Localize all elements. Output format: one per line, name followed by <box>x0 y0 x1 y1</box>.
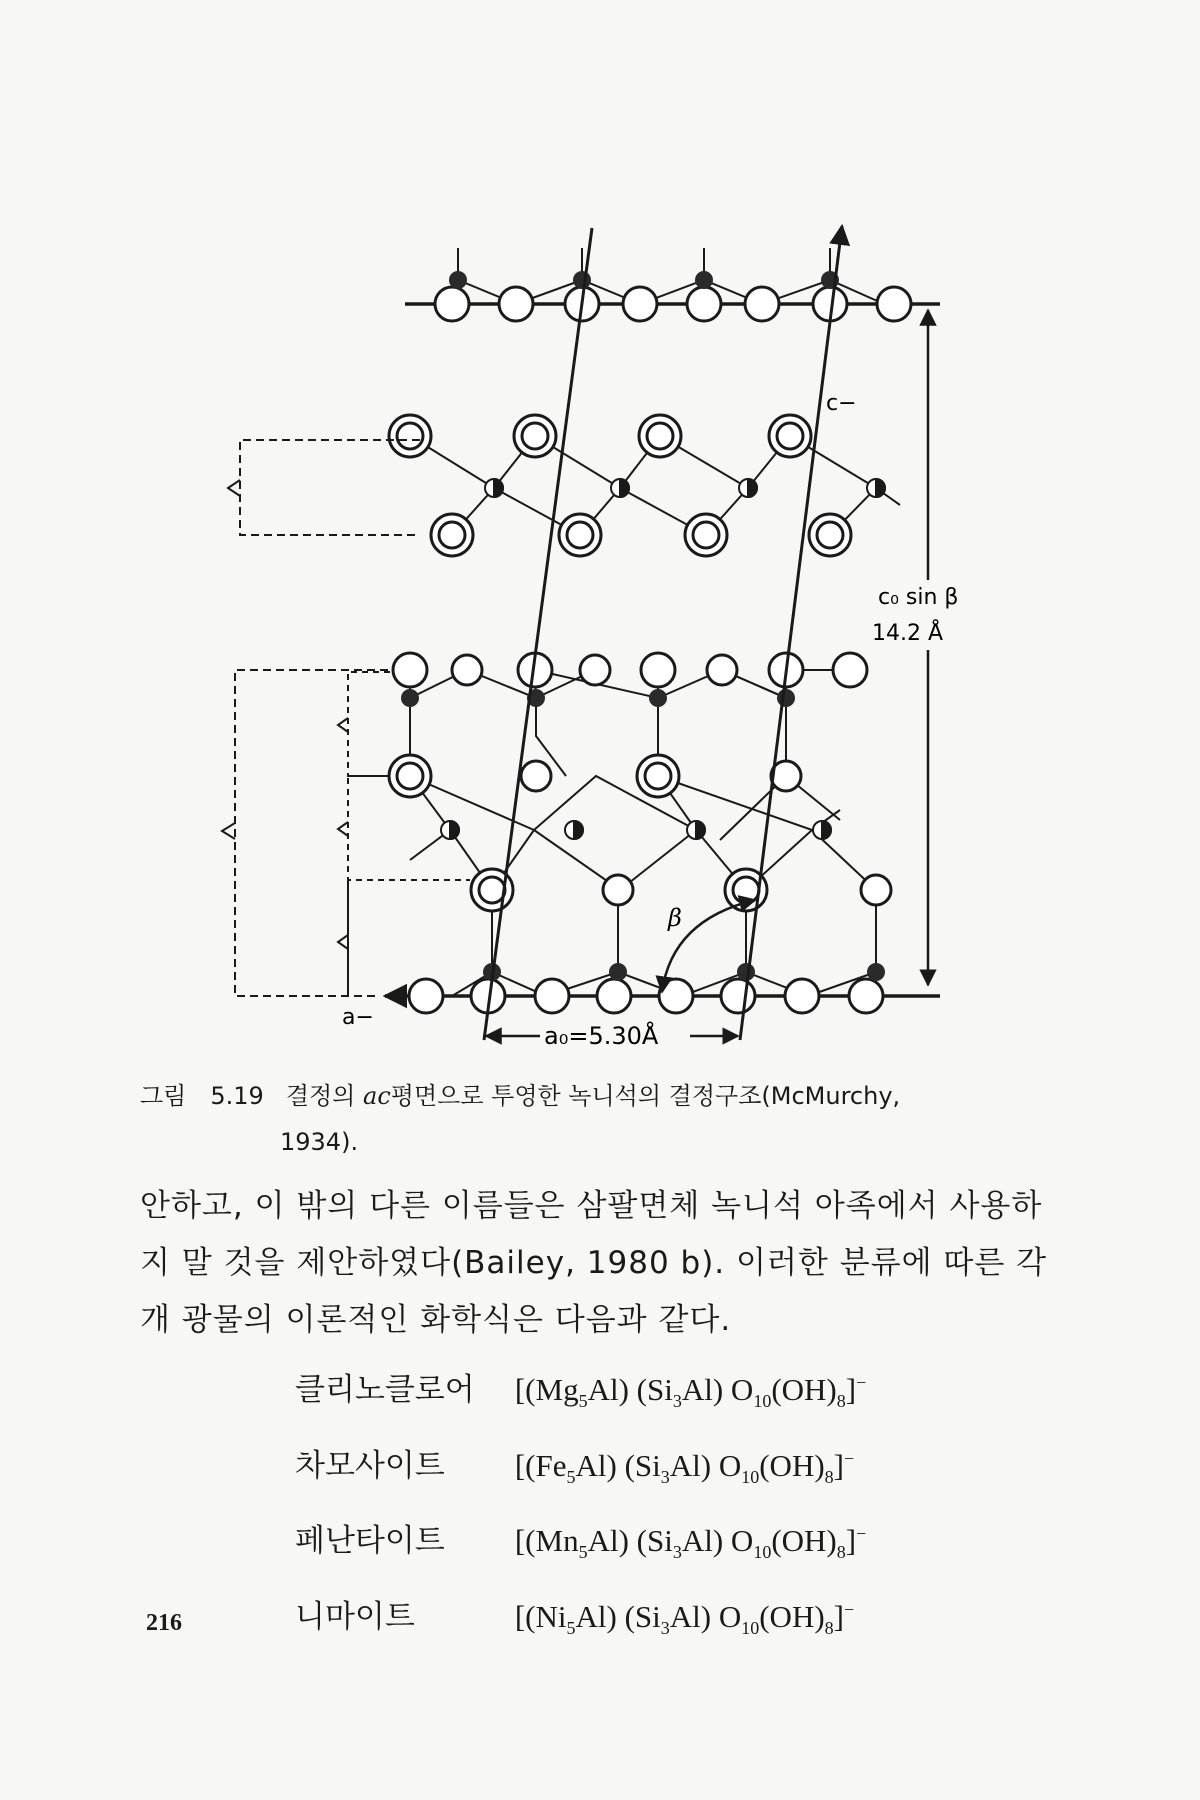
talc-braces <box>222 670 470 996</box>
chemical-formula: [$(Mn_5Al)$ $(Si_3Al)$ $O_{10}(OH)_8]^-$ <box>514 1523 867 1563</box>
talc-octahedral-cations <box>441 821 831 839</box>
formula-row-pennantite <box>295 1506 866 1582</box>
talc-oxygens <box>389 653 891 911</box>
formula-row-nimite <box>295 1582 866 1658</box>
talc-tetrahedral-cations <box>401 689 795 707</box>
caption-line2: 1934). <box>280 1128 359 1156</box>
brucite-brace <box>240 440 420 535</box>
caption-number: 5.19 <box>210 1082 264 1110</box>
caption-prefix: 그림 <box>140 1082 187 1110</box>
caption-italic: ac <box>363 1082 391 1110</box>
mineral-name: 니마이트 <box>295 1598 415 1635</box>
chemical-formula: [$(Ni_5Al)$ $(Si_3Al)$ $O_{10}(OH)_8]^-$ <box>514 1598 855 1639</box>
axis-c-label: c− <box>826 391 857 416</box>
mineral-name: 클리노클로어 <box>295 1372 475 1409</box>
caption-text-before: 결정의 <box>285 1082 356 1110</box>
formula-row-chamosite <box>295 1431 866 1507</box>
a-length-label: a₀=5.30Å <box>544 1022 659 1050</box>
chemical-formula: [$(Fe_5Al)$ $(Si_3Al)$ $O_{10}(OH)_8]^-$ <box>514 1447 855 1488</box>
mineral-name: 페난타이트 <box>295 1523 445 1560</box>
c-height-label: c₀ sin β <box>878 585 959 610</box>
chemical-formula: [$(Mg_5Al)$ $(Si_3Al)$ $O_{10}(OH)_8]^-$ <box>514 1372 867 1412</box>
beta-label: β <box>668 904 682 932</box>
formula-list <box>295 1355 866 1657</box>
c-height-value: 14.2 Å <box>872 621 944 646</box>
body-paragraph: 안하고, 이 밖의 다른 이름들은 삼팔면체 녹니석 아족에서 사용하지 말 것을 제안하였다(Bailey, 1980 b). 이러한 분류에 따른 각개 광물의 이론적인 화학식은 다음과 같다. <box>140 1188 1048 1338</box>
brucite-cations <box>485 479 885 497</box>
bottom-layer-cations <box>483 963 885 981</box>
caption-text-after: 평면으로 투영한 녹니석의 결정구조(McMurchy, <box>390 1082 901 1110</box>
formula-row-clinochlore <box>295 1355 866 1431</box>
mineral-name: 차모사이트 <box>295 1447 445 1484</box>
axis-a-label: a− <box>342 1005 374 1030</box>
page-number: 216 <box>146 1610 182 1636</box>
figure-caption <box>140 1073 1060 1165</box>
c-axis-line-left <box>484 228 592 1040</box>
c-axis-line-right <box>740 226 842 1040</box>
